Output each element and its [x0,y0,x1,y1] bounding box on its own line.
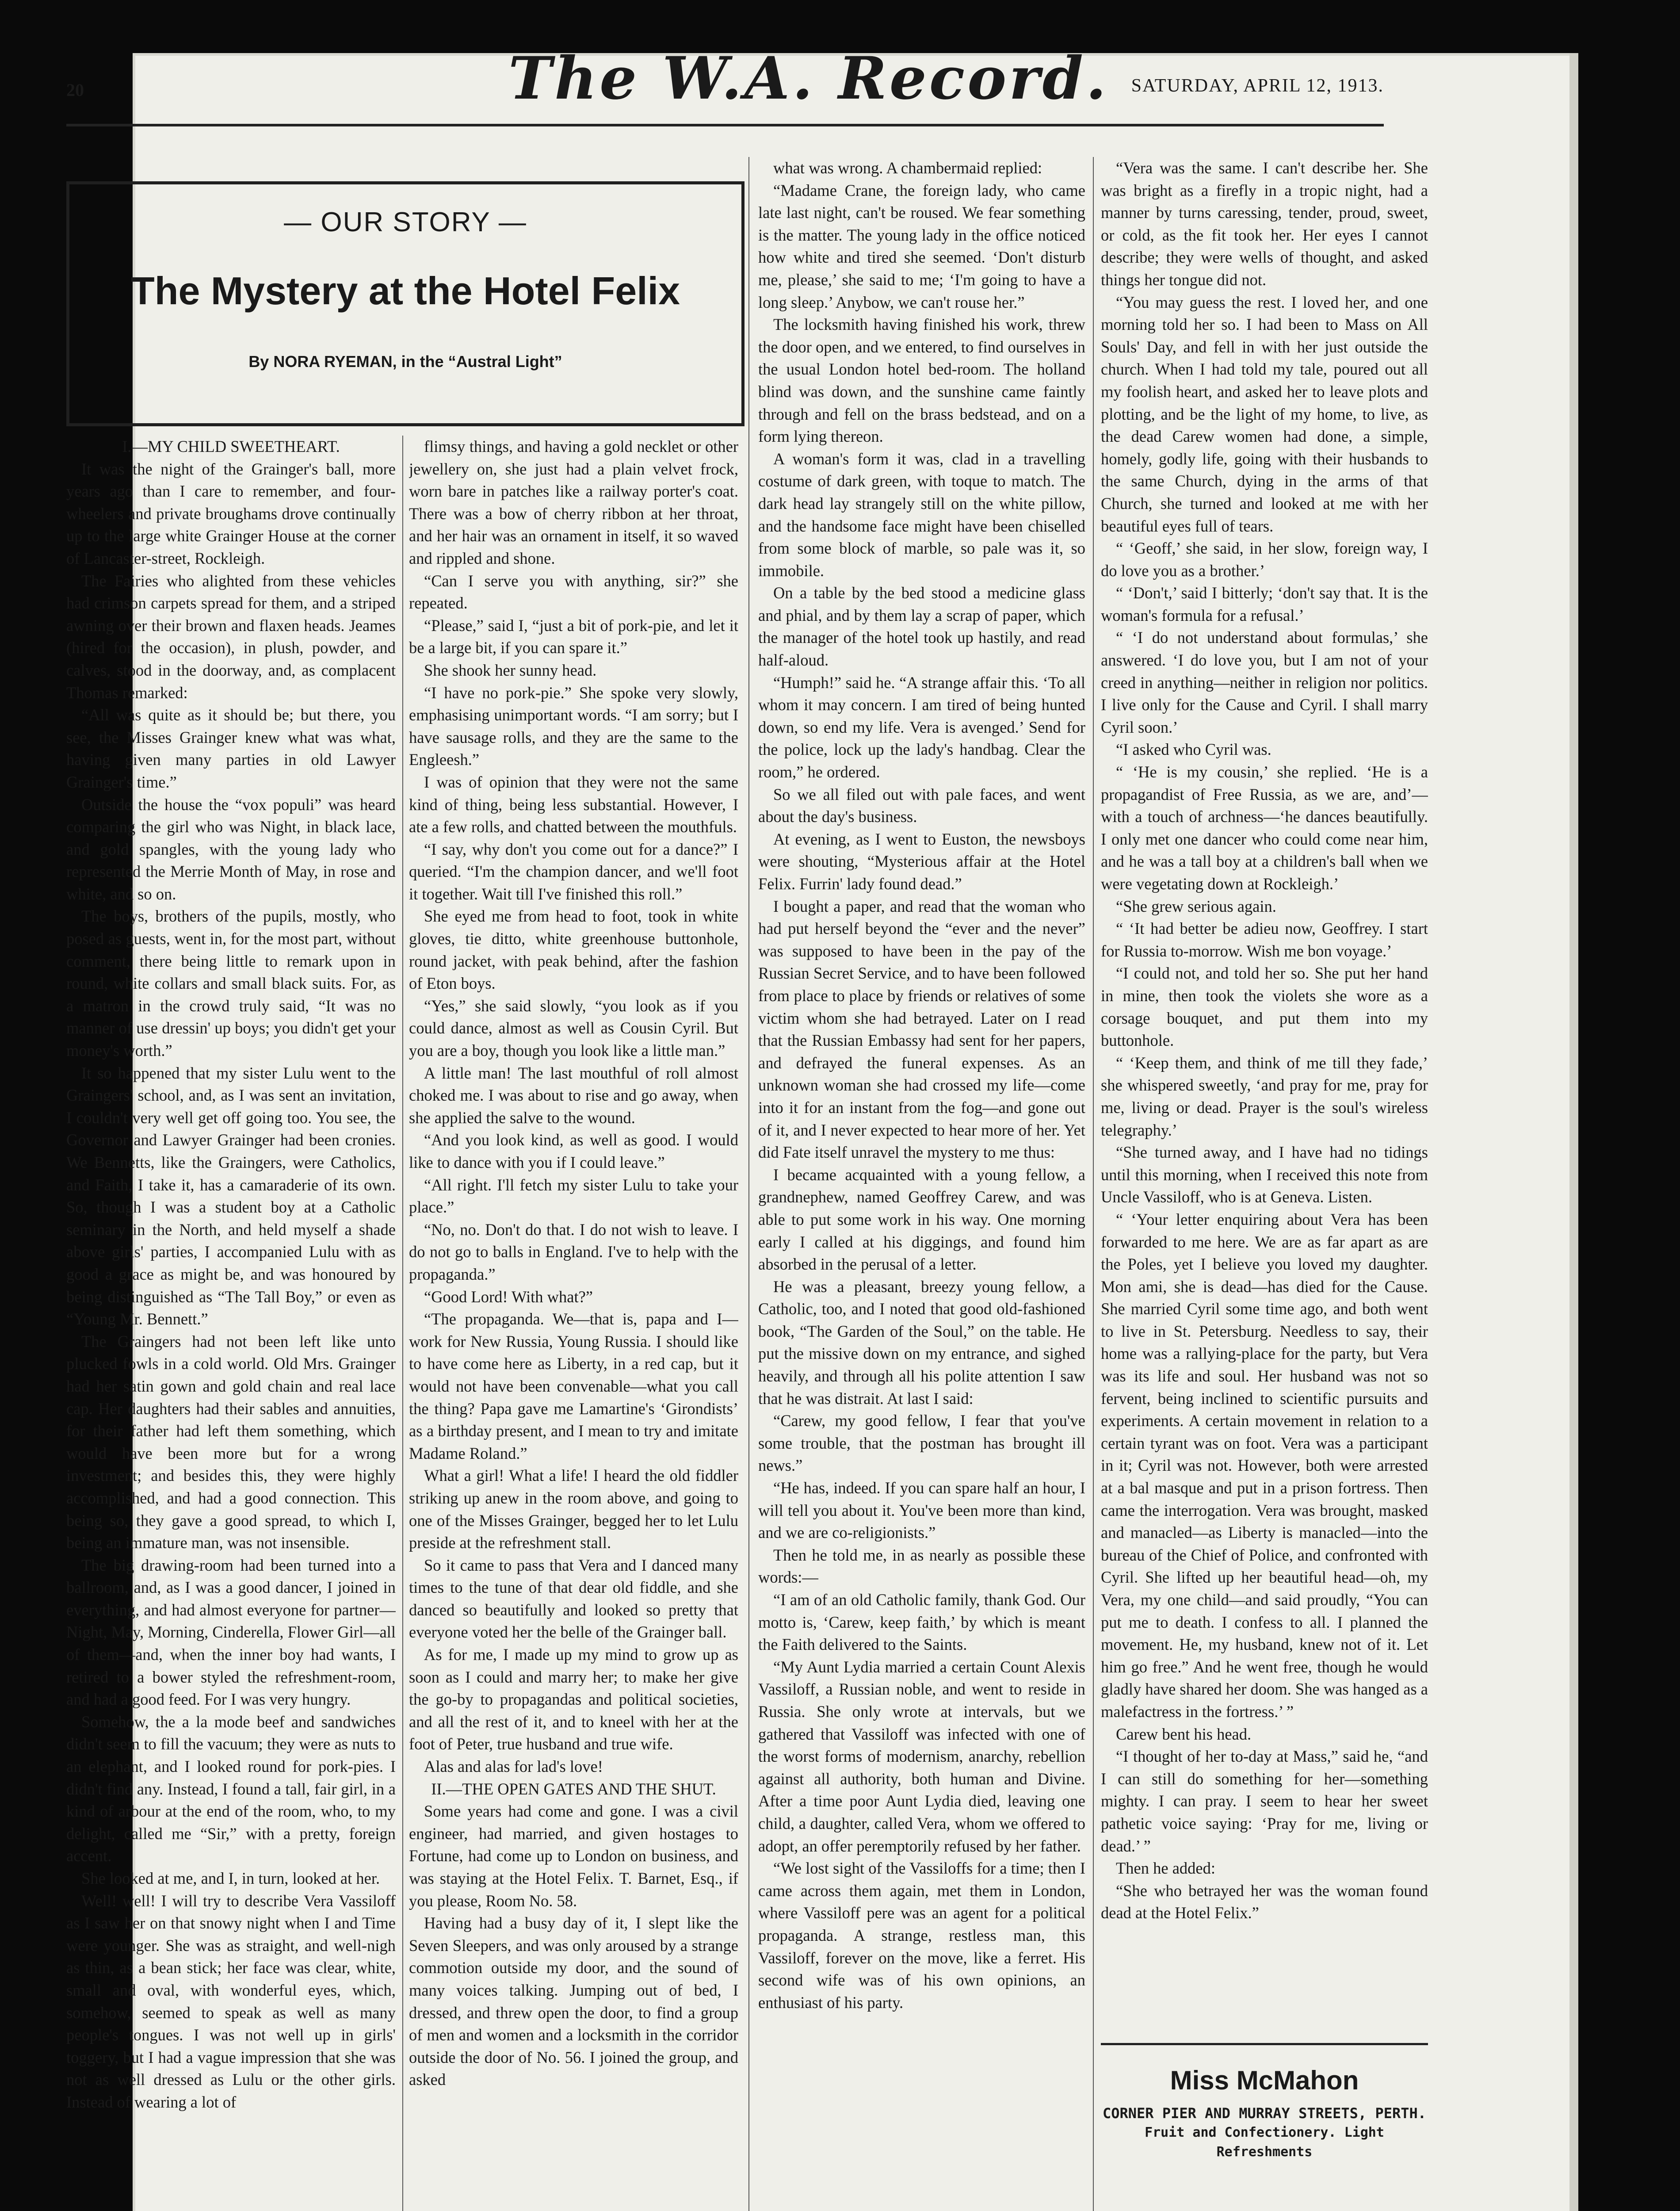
paragraph: “All right. I'll fetch my sister Lulu to take your place.” [409,1175,738,1216]
paragraph: “I am of an old Catholic family, thank God. Our motto is, ‘Carew, keep faith,’ by which is meant the Faith delivered to the Saints. [758,1591,1085,1654]
paragraph: “My Aunt Lydia married a certain Count Alexis Vassiloff, a Russian noble, and went to reside in Russia. She only wrote at intervals, but we gathered that Vassiloff was infected with one of the worst forms of modernism, anarchy, rebellion against all authority, both human and Divine. After a time poor Aunt Lydia died, leaving one child, a daughter, called Vera, whom we offered to adopt, an offer peremptorily refused by her father. [758,1657,1085,1855]
paragraph: Then he added: [1116,1859,1215,1878]
paragraph: “We lost sight of the Vassiloffs for a time; then I came across them again, met them in London, where Vassiloff pere was an agent for a political propaganda. A strange, restless man, this Vassiloff, forever on the move, like a ferret. His second wife was of his own opinions, an enthusiast of his party. [758,1859,1085,2012]
paragraph: It was the night of the Grainger's ball, more years ago than I care to remember, and four-wheelers and private broughams drove continually up to the large white Grainger House at the corner of Lancaster-street, Rockleigh. [66,459,396,567]
paragraph: The big drawing-room had been turned into a ballroom, and, as I was a good dancer, I joined in everything, and had almost everyone for partner—Night, May, Morning, Cinderella, Flower Girl—all of them—and, when the inner boy had wants, I retired to a bower styled the refreshment-room, and had a good feed. For I was very hungry. [66,1556,396,1709]
paragraph: She eyed me from head to foot, took in white gloves, tie ditto, white greenhouse buttonhole, round jacket, with peak behind, after the fashion of Eton boys. [409,907,738,993]
paragraph: I bought a paper, and read that the woman who had put herself beyond the “ever and the never” was supposed to have been in the pay of the Russian Secret Service, and to have been followed from place to place by friends or relatives of some victim whom she had betrayed. Later on I read that the Russian Embassy had sent for her papers, and defrayed the funeral expenses. As an unknown woman she had crossed my life—come into it for an instant from the fog—and gone out of it, and I never expected to hear more of her. Yet did Fate itself unravel the mystery to me thus: [758,897,1085,1162]
masthead [66,44,1384,119]
paragraph: “Humph!” said he. “A strange affair this. ‘To all whom it may concern. I am tired of being hunted down, so end my life. Vera is avenged.’ Send for the police, lock up the lady's handbag. Clear the room,” he ordered. [758,673,1085,781]
text-column-2 [409,436,738,2211]
paragraph: “Carew, my good fellow, I fear that you've some trouble, that the postman has brought ill news.” [758,1412,1085,1475]
paragraph: I was of opinion that they were not the same kind of thing, being less substantial. However, I ate a few rolls, and chatted between the mouthfuls. [409,773,738,836]
advertiser-goods: Fruit and Confectionery. Light Refreshments [1145,2125,1384,2160]
paragraph: Alas and alas for lad's love! [424,1757,603,1776]
page-edge [1569,53,1578,2211]
text-column-1 [66,436,396,2211]
paragraph: She shook her sunny head. [424,661,597,679]
issue-date: SATURDAY, APRIL 12, 1913. [1131,76,1384,96]
paragraph: Carew bent his head. [1116,1725,1252,1743]
paragraph: “All was quite as it should be; but there, you see, the Misses Grainger knew what was what, having given many parties in old Lawyer Grainger's time.” [66,706,396,791]
paragraph: The locksmith having finished his work, threw the door open, and we entered, to find ourselves in the usual London hotel bed-room. The holland blind was down, and the sunshine came faintly through and fell on the brass bedstead, and on a form lying thereon. [758,315,1085,446]
story-kicker: — OUR STORY — [284,207,527,237]
paragraph: It so happened that my sister Lulu went to the Graingers' school, and, as I was sent an invitation, I couldn't very well get off going too. You see, the Governor and Lawyer Grainger had been cronies. We Bennetts, like the Graingers, were Catholics, and Faith, I take it, has a camaraderie of its own. So, though I was a student boy at a Catholic seminary in the North, and held myself a shade above girls' parties, I accompanied Lulu with as good a grace as might be, and was honoured by being distinguished as “The Tall Boy,” or even as “Young Mr. Bennett.” [66,1063,396,1328]
paragraph: On a table by the bed stood a medicine glass and phial, and by them lay a scrap of paper, which the manager of the hotel took up hastily, and read half-aloud. [758,584,1085,669]
story-title: The Mystery at the Hotel Felix [130,269,680,313]
paragraph: “I have no pork-pie.” She spoke very slowly, emphasising unimportant words. “I am sorry; but I have sausage rolls, and they are the same to the Engleesh.” [409,683,738,769]
paragraph: Some years had come and gone. I was a civil engineer, had married, and given hostages to Fortune, had come up to London on business, and was staying at the Hotel Felix. T. Barnet, Esq., if you please, Room No. 58. [409,1802,738,1910]
paragraph: “You may guess the rest. I loved her, and one morning told her so. I had been to Mass on All Souls' Day, and fell in with her just outside the church. When I had told my tale, poured out all my foolish heart, and asked her to leave plots and plotting, and be the light of my home, to live, as the dead Carew women had done, a simple, homely, godly life, going with their husbands to the same Church, dying in the arms of that Church, she turned and looked at me with her beautiful eyes full of tears. [1101,293,1428,535]
story-byline: By NORA RYEMAN, in the “Austral Light” [248,352,562,371]
paragraph: “She grew serious again. [1116,897,1276,915]
paragraph: A woman's form it was, clad in a travelling costume of dark green, with toque to match. The dark head lay strangely still on the white pillow, and the handsome face might have been chiselled from some block of marble, so pale was it, so immobile. [758,449,1085,580]
paragraph: “ ‘He is my cousin,’ she replied. ‘He is a propagandist of Free Russia, as we are, and’—with a touch of archness—‘he dances beautifully. I only met one dancer who could come near him, and he was a tall boy at a children's ball when we were vegetating down at Rockleigh.’ [1101,763,1428,893]
paragraph: The Graingers had not been left like unto plucked fowls in a cold world. Old Mrs. Grainger had her satin gown and gold chain and real lace cap. Her daughters had their sables and annuities, for their father had left them something, which would have been more but for a wrong investment; and besides this, they were highly accomplished, and had a good connection. This being so, they gave a good spread, to which I, being an immature man, was not insensible. [66,1332,396,1552]
paragraph: “I could not, and told her so. She put her hand in mine, then took the violets she wore as a corsage bouquet, and put them into my buttonhole. [1101,964,1428,1050]
paragraph: “Vera was the same. I can't describe her. She was bright as a firefly in a tropic night, had a manner by turns caressing, tender, proud, sweet, or cold, as the fit took her. Her eyes I cannot describe; they were wells of thought, and asked things her tongue did not. [1101,159,1428,289]
masthead-rule [66,124,1384,126]
paragraph: “He has, indeed. If you can spare half an hour, I will tell you about it. You've been more than kind, and we are co-religionists.” [758,1479,1085,1542]
paragraph: “No, no. Don't do that. I do not wish to leave. I do not go to balls in England. I've to help with the propaganda.” [409,1220,738,1283]
paragraph: flimsy things, and having a gold necklet or other jewellery on, she just had a plain velvet frock, worn bare in patches like a railway porter's coat. There was a bow of cherry ribbon at her throat, and her hair was an ornament in itself, it so waved and rippled and shone. [409,437,738,567]
paragraph: “ ‘I do not understand about formulas,’ she answered. ‘I do love you, but I am not of your creed in anything—neither in religion nor politics. I live only for the Cause and Cyril. I shall marry Cyril soon.’ [1101,628,1428,736]
paragraph: “ ‘Keep them, and think of me till they fade,’ she whispered sweetly, ‘and pray for me, pray for me, living or dead. Prayer is the soul's wireless telegraphy.’ [1101,1053,1428,1139]
paragraph: “Yes,” she said slowly, “you look as if you could dance, almost as well as Cousin Cyril. But you are a boy, though you look like a little man.” [409,996,738,1060]
paragraph: “I asked who Cyril was. [1116,740,1271,759]
paragraph: “And you look kind, as well as good. I would like to dance with you if I could leave.” [409,1131,738,1171]
paragraph: So it came to pass that Vera and I danced many times to the tune of that dear old fiddle, and she danced so beautifully and looked so pretty that everyone voted her the belle of the Grainger ball. [409,1556,738,1641]
column-divider [1093,157,1094,2211]
paragraph: “ ‘It had better be adieu now, Geoffrey. I start for Russia to-morrow. Wish me bon voyage.’ [1101,919,1428,960]
paragraph: He was a pleasant, breezy young fellow, a Catholic, too, and I noted that good old-fashioned book, “The Garden of the Soul,” on the table. He put the missive down on my entrance, and sighed heavily, and through all his polite attention I saw that he was distrait. At last I said: [758,1277,1085,1408]
paragraph: At evening, as I went to Euston, the newsboys were shouting, “Mysterious affair at the Hotel Felix. Furrin' lady found dead.” [758,830,1085,893]
text-column-4 [1101,157,1428,2032]
advertiser-name: Miss McMahon [1170,2066,1359,2095]
paragraph: “Can I serve you with anything, sir?” she repeated. [409,571,738,612]
paragraph: She looked at me, and I, in turn, looked at her. [81,1869,380,1887]
paragraph: “Madame Crane, the foreign lady, who came late last night, can't be roused. We fear something is the matter. The young lady in the office noticed how white and tired she seemed. ‘Don't disturb me, please,’ she said to me; ‘I'm going to have a long sleep.’ Anybow, we can't rouse her.” [758,181,1085,311]
paragraph: Somehow, the a la mode beef and sandwiches didn't seem to fill the vacuum; they were as nuts to an elephant, and I looked round for pork-pies. I didn't find any. Instead, I found a tall, fair girl, in a kind of arbour at the end of the room, who, to my delight, called me “Sir,” with a pretty, foreign accent. [66,1712,396,1865]
section-heading: I.—MY CHILD SWEETHEART. [122,437,340,455]
paragraph: “She who betrayed her was the woman found dead at the Hotel Felix.” [1101,1881,1428,1922]
paragraph: “I say, why don't you come out for a dance?” I queried. “I'm the champion dancer, and we'll foot it together. Wait till I've finished this roll.” [409,840,738,903]
paragraph: “ ‘Geoff,’ she said, in her slow, foreign way, I do love you as a brother.’ [1101,539,1428,580]
paragraph: “ ‘Don't,’ said I bitterly; ‘don't say that. It is the woman's formula for a refusal.’ [1101,584,1428,624]
paragraph: What a girl! What a life! I heard the old fiddler striking up anew in the room above, and going to one of the Misses Grainger, begged her to let Lulu preside at the refreshment stall. [409,1466,738,1552]
paragraph: The boys, brothers of the pupils, mostly, who posed as guests, went in, for the most part, without comment, there being little to remark upon in round, white collars and small black suits. For, as a matron in the crowd truly said, “It was no manner of use dressin' up boys; you didn't get your money's worth.” [66,907,396,1060]
column-divider [748,157,749,2211]
advertisement-rule [1101,2043,1428,2045]
text-column-3 [758,157,1085,2211]
paragraph: “Please,” said I, “just a bit of pork-pie, and let it be a large bit, if you can spare it.” [409,616,738,657]
paragraph: Then he told me, in as nearly as possible these words:— [758,1545,1085,1587]
paper-title: The W.A. Record. [508,44,1109,113]
paragraph: “ ‘Your letter enquiring about Vera has been forwarded to me here. We are as far apart as are the Poles, yet I believe you loved my daughter. Mon ami, she is dead—has died for the Cause. She married Cyril some time ago, and both went to live in St. Petersburg. Needless to say, their home was a rallying-place for the party, but Vera was its life and soul. Her husband was not so fervent, being inclined to scientific pursuits and experiments. A certain movement in relation to a certain tyrant was on foot. Vera was a participant in it; Cyril was not. However, both were arrested at a bal masque and put in a prison fortress. Then came the interrogation. Vera was brought, masked and manacled—as Liberty is manacled—into the bureau of the Chief of Police, and confronted with Cyril. She lifted up her beautiful head—oh, my Vera, my one child—and said proudly, “You can put me to death. I confess to all. I planned the movement. He, my husband, knew not of it. Let him go free.” And he went free, though he would gladly have shared her doom. She was hanged as a malefactress in the fortress.’ ” [1101,1210,1428,1721]
paragraph: what was wrong. A chambermaid replied: [773,159,1042,177]
paragraph: “I thought of her to-day at Mass,” said he, “and I can still do something for her—something mighty. I can pray. I seem to hear her sweet pathetic voice saying: ‘Pray for me, living or dead.’ ” [1101,1747,1428,1855]
paragraph: “The propaganda. We—that is, papa and I—work for New Russia, Young Russia. I should like to have come here as Liberty, in a red cap, but it would not have been convenable—what you call the thing? Papa gave me Lamartine's ‘Girondists’ as a birthday present, and I mean to try and imitate Madame Roland.” [409,1310,738,1462]
paragraph: Outside the house the “vox populi” was heard comparing the girl who was Night, in black lace, and gold spangles, with the young lady who represented the Merrie Month of May, in rose and white, and so on. [66,795,396,903]
page-number: 20 [66,80,84,100]
advertiser-address: CORNER PIER AND MURRAY STREETS, PERTH. [1102,2105,1427,2122]
paragraph: A little man! The last mouthful of roll almost choked me. I was about to rise and go away, when she applied the salve to the wound. [409,1063,738,1127]
paragraph: Well! well! I will try to describe Vera Vassiloff as I saw her on that snowy night when I and Time were younger. She was as straight, and well-nigh as thin, as a bean stick; her face was clear, white, small and oval, with wonderful eyes, which, somehow, seemed to speak as well as many people's tongues. I was not well up in girls' toggery, but I had a vague impression that she was not as well dressed as Lulu or the other girls. Instead of wearing a lot of [66,1891,396,2111]
section-heading: II.—THE OPEN GATES AND THE SHUT. [431,1779,716,1798]
paragraph: I became acquainted with a young fellow, a grandnephew, named Geoffrey Carew, and was able to put some work in his way. One morning early I called at his diggings, and found him absorbed in the perusal of a letter. [758,1165,1085,1274]
paragraph: As for me, I made up my mind to grow up as soon as I could and marry her; to make her give the go-by to propagandas and political societies, and all the rest of it, and to kneel with her at the foot of Peter, true husband and true wife. [409,1645,738,1753]
paragraph: Having had a busy day of it, I slept like the Seven Sleepers, and was only aroused by a strange commotion outside my door, and the sound of many voices talking. Jumping out of bed, I dressed, and threw open the door, to find a group of men and women and a locksmith in the corridor outside the door of No. 56. I joined the group, and asked [409,1914,738,2089]
paragraph: So we all filed out with pale faces, and went about the day's business. [758,785,1085,826]
paragraph: “She turned away, and I have had no tidings until this morning, when I received this note from Uncle Vassiloff, who is at Geneva. Listen. [1101,1143,1428,1206]
paragraph: “Good Lord! With what?” [424,1287,593,1306]
paragraph: The Fairies who alighted from these vehicles had crimson carpets spread for them, and a striped awning over their brown and flaxen heads. Jeames (hired for the occasion), in plush, powder, and calves, stood in the doorway, and, as complacent Thomas remarked: [66,571,396,702]
story-header-box [66,181,745,426]
column-divider [402,436,403,2211]
advertisement [1101,2061,1428,2211]
